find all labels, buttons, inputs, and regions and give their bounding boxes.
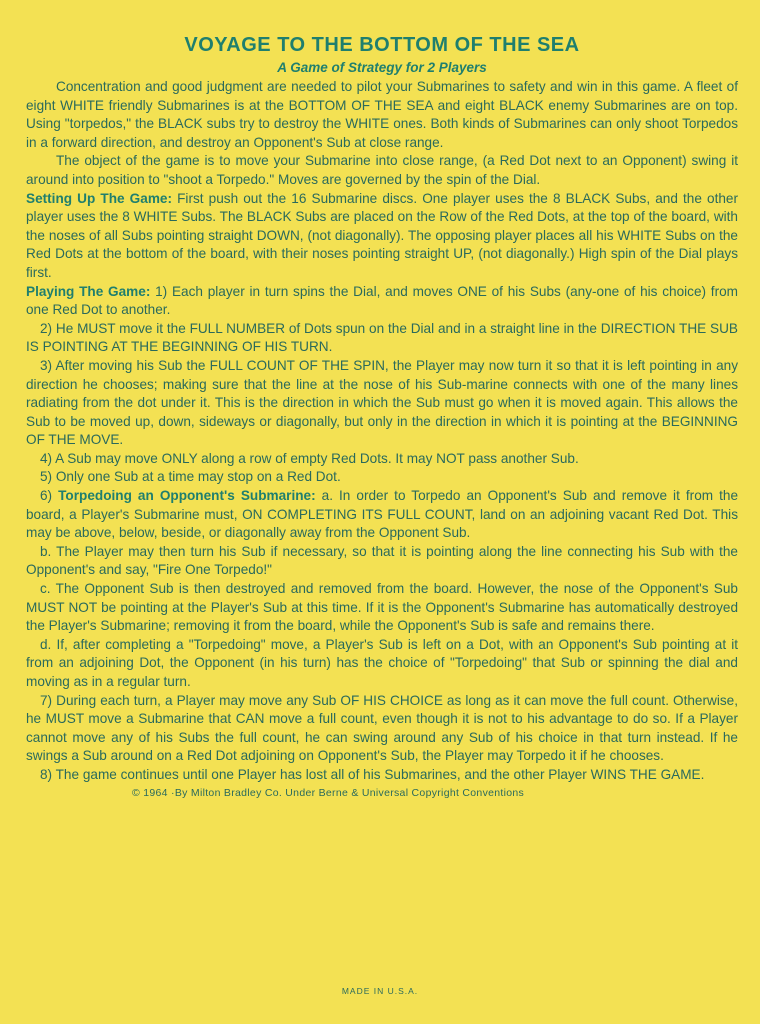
rule-1	[26, 283, 738, 320]
rule-8: 8) The game continues until one Player has lost all of his Submarines, and the other Player WINS THE GAME.	[40, 766, 705, 782]
rule-6a-text: a. In order to Torpedo an Opponent's Sub and remove it from the board, a Player's Submarine must, ON COMPLETING ITS FULL COUNT, land on an adjoining vacant Red Dot. This may be above, below, beside, or diagonally away from the Opponent Sub.	[26, 488, 739, 541]
playing-heading: Playing The Game:	[26, 283, 151, 299]
setup-heading: Setting Up The Game:	[26, 190, 172, 206]
torpedo-heading: Torpedoing an Opponent's Submarine:	[58, 488, 316, 504]
rule-6b: b. The Player may then turn his Sub if necessary, so that it is pointing along the line connecting his Sub with the Opponent's and say, "Fire One Torpedo!"	[26, 543, 738, 578]
rule-6d: d. If, after completing a "Torpedoing" move, a Player's Sub is left on a Dot, with an Opponent's Sub pointing at it from an adjoining Dot, the Opponent (in his turn) has the choice of "Torpedoing" that Sub or spinning the dial and moving as in a regular turn.	[26, 636, 738, 689]
rule-6	[26, 487, 738, 543]
rule-4: 4) A Sub may move ONLY along a row of empty Red Dots. It may NOT pass another Sub.	[40, 450, 579, 466]
rule-5: 5) Only one Sub at a time may stop on a Red Dot.	[40, 469, 341, 485]
intro-paragraph-1: Concentration and good judgment are needed to pilot your Submarines to safety and win in this game. A fleet of eight WHITE friendly Submarines is at the BOTTOM OF THE SEA and eight BLACK enemy Submarines are on top. Using "torpedos," the BLACK subs try to destroy the WHITE ones. Both kinds of Submarines can only shoot Torpedos in a forward direction, and destroy an Opponent's Sub at close range.	[26, 79, 738, 150]
copyright-notice: © 1964 ·By Milton Bradley Co. Under Berne & Universal Copyright Conventions	[132, 786, 525, 799]
setup-section	[26, 190, 738, 283]
rule-3: 3) After moving his Sub the FULL COUNT OF THE SPIN, the Player may now turn it so that it is left pointing in any direction he chooses; making sure that the line at the nose of his Sub-marine connects with one of the many lines radiating from the dot under it. This is the direction in which the Sub must go when it is moved again. This allows the Sub to be moved up, down, sideways or diagonally, but only in the direction in which it is pointing at the BEGINNING OF THE MOVE.	[26, 357, 738, 448]
intro-paragraph-2: The object of the game is to move your Submarine into close range, (a Red Dot next to an Opponent) swing it around into position to "shoot a Torpedo." Moves are governed by the spin of the Dial.	[26, 153, 738, 187]
rule-2: 2) He MUST move it the FULL NUMBER of Dots spun on the Dial and in a straight line in the DIRECTION THE SUB IS POINTING AT THE BEGINNING OF HIS TURN.	[26, 320, 738, 355]
rule-1-text: 1) Each player in turn spins the Dial, and moves ONE of his Subs (any-one of his choice) from one Red Dot to another.	[26, 283, 738, 318]
made-in-label: MADE IN U.S.A.	[341, 986, 419, 996]
setup-text: First push out the 16 Submarine discs. One player uses the 8 BLACK Subs, and the other player uses the 8 WHITE Subs. The BLACK Subs are placed on the Row of the Red Dots, at the top of the board, with the noses of all Subs pointing straight DOWN, (not diagonally). The opposing player places all his WHITE Subs on the Red Dots at the bottom of the board, with their noses pointing straight UP, (not diagonally.) High spin of the Dial plays first.	[26, 190, 738, 280]
page-title: VOYAGE TO THE BOTTOM OF THE SEA	[184, 34, 580, 56]
rule-6c: c. The Opponent Sub is then destroyed and removed from the board. However, the nose of the Opponent's Sub MUST NOT be pointing at the Player's Sub at this time. If it is the Opponent's Submarine has automatically destroyed the Player's Submarine; removing it from the board, while the Opponent's Sub is safe and remains there.	[26, 581, 738, 634]
rule-6-number: 6)	[40, 488, 53, 504]
page-subtitle: A Game of Strategy for 2 Players	[277, 60, 487, 75]
rule-7: 7) During each turn, a Player may move any Sub OF HIS CHOICE as long as it can move the full count. Otherwise, he MUST move a Submarine that CAN move a full count, even though it is not to his advantage to do so. If a Player cannot move any of his Subs the full count, he can swing around any Sub of his choice in that turn instead. If he swings a Sub around on a Red Dot adjoining on Opponent's Sub, the Player may Torpedo it if he chooses.	[26, 692, 738, 764]
